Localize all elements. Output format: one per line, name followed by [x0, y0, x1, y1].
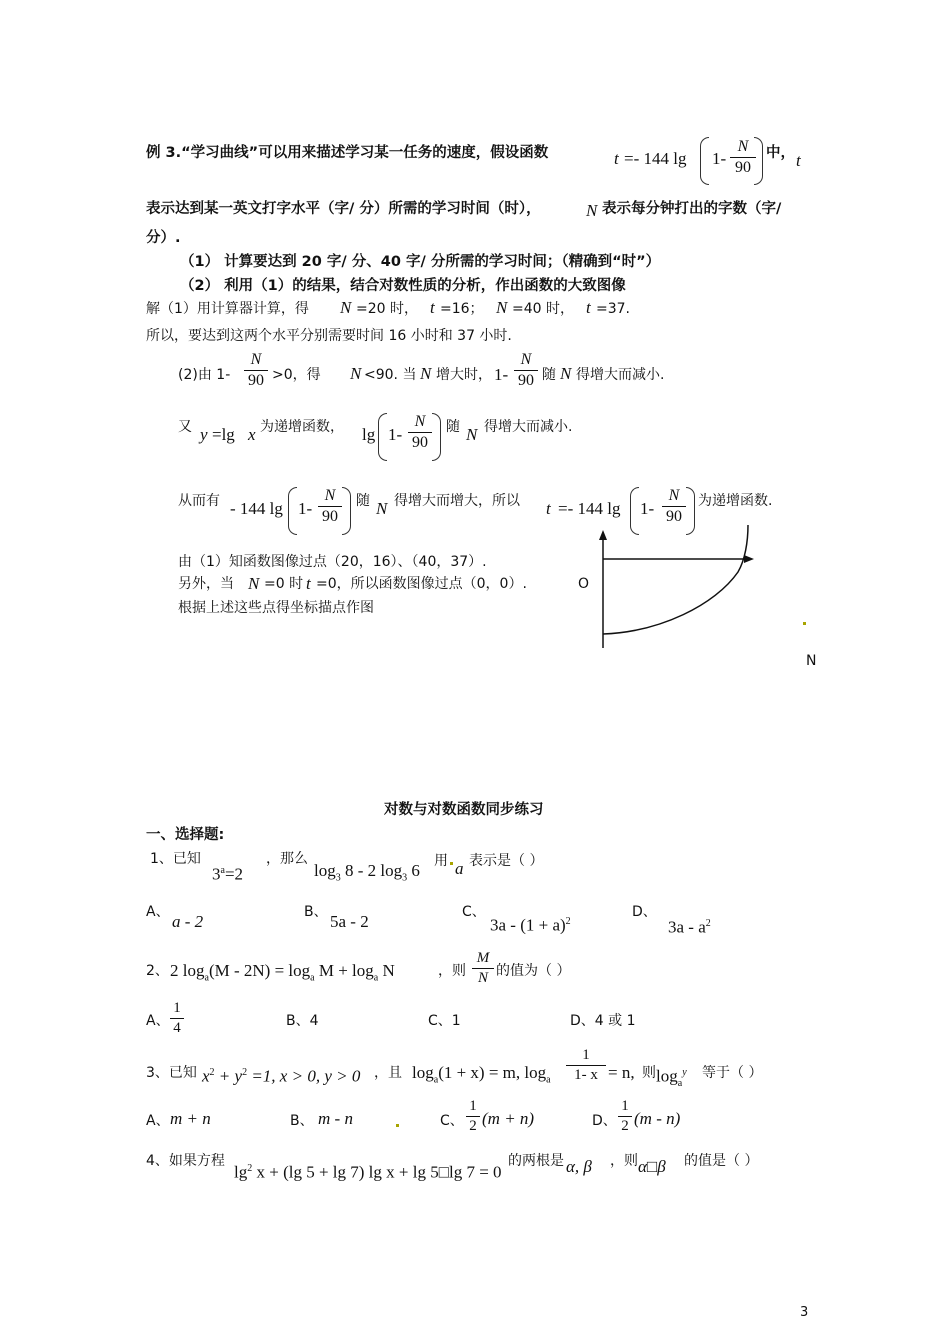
q4-equation: $\lg^2 x + (\lg$ 5 + lg 7) lg x + lg 5□lg 7 = 0	[234, 1162, 502, 1182]
p4-fraction-2: N 90	[662, 487, 686, 526]
q3-expression: $\log_a(1 + x) = m$, $\log_a$	[412, 1063, 551, 1086]
q4-d: 的值是（ ）	[684, 1153, 759, 1169]
p2-N2: N	[420, 364, 432, 383]
q1-option-B: 5a - 2	[330, 912, 369, 931]
p3-fraction: N 90	[408, 413, 432, 452]
marker-dot-2	[450, 862, 453, 865]
p4-N: N	[376, 499, 388, 518]
p2-g: 得增大而减小.	[576, 367, 665, 383]
q1-option-B-label: B、	[304, 904, 328, 920]
q3-eq: = n,	[608, 1063, 635, 1082]
q3-option-D-fraction: 1 2	[618, 1098, 632, 1135]
q1-option-D-label: D、	[632, 904, 657, 920]
t-var: t	[796, 151, 801, 170]
p3-N: N	[466, 425, 478, 444]
x-axis-arrow	[744, 555, 754, 563]
formula-fraction: N 90	[730, 138, 756, 177]
q3-d: 等于（ ）	[702, 1065, 763, 1081]
p4-lg: - 144 lg	[230, 499, 283, 518]
q4-b: 的两根是	[508, 1153, 564, 1169]
q1-option-C-label: C、	[462, 904, 486, 920]
example3-line1: 例 3.“学习曲线”可以用来描述学习某一任务的速度，假设函数	[146, 145, 549, 161]
p2-c: <90. 当	[364, 367, 417, 383]
q3-condition: $x^2 + y^2 =1$, x > 0, y > 0	[202, 1066, 361, 1086]
p4-eq: =- 144 lg	[558, 499, 621, 518]
p7: 根据上述这些点得坐标描点作图	[178, 600, 374, 616]
q1-option-C: $3a - (1 + a)^2$	[490, 915, 571, 935]
p4-c: 得增大而增大，所以	[394, 493, 520, 509]
q1-expression: $\log_3 8 - 2$ $\log_3 6$	[314, 861, 420, 884]
q2-a: 2、	[146, 963, 169, 979]
q3-option-C: (m + n)	[482, 1109, 535, 1128]
q3-option-B: m - n	[318, 1109, 353, 1128]
p2-fraction-2: N 90	[514, 351, 538, 390]
p3-a: 又	[178, 419, 192, 435]
formula-one-minus: 1-	[712, 149, 727, 168]
p4-fraction: N 90	[318, 487, 342, 526]
sol-1-t2: t	[586, 298, 591, 317]
p3-x: x	[248, 425, 256, 444]
N-var: N	[586, 201, 598, 220]
p6-a: 另外，当	[178, 576, 234, 592]
q3-option-C-fraction: 1 2	[466, 1098, 480, 1135]
q1-d: 表示是（ ）	[469, 853, 544, 869]
axis-label-N: N	[806, 653, 817, 669]
function-curve	[603, 525, 748, 634]
p2-f: 随	[542, 367, 556, 383]
q3-option-A-label: A、	[146, 1113, 170, 1129]
p4-t: t	[546, 499, 551, 518]
q1-a-var: a	[455, 859, 464, 878]
sol-1c: =16；	[440, 301, 484, 317]
p3-paren-right	[432, 413, 441, 461]
q1-b: ，那么	[266, 851, 308, 867]
q4-a: 4、如果方程	[146, 1153, 225, 1169]
p2-a: (2)由 1-	[178, 367, 231, 383]
p3-one: 1-	[388, 425, 403, 444]
p2-N3: N	[560, 364, 572, 383]
p3-y: y	[200, 425, 208, 444]
q1-option-D: $3a - a^2$	[668, 917, 711, 937]
sol-1-N: N	[340, 298, 352, 317]
formula-eq: =- 144 lg	[624, 149, 687, 168]
p6-b: =0 时	[264, 576, 304, 592]
q2-c: 的值为（ ）	[496, 963, 571, 979]
p4-one: 1-	[298, 499, 313, 518]
y-axis-arrow	[599, 530, 607, 540]
q1-a: 1、已知	[150, 851, 201, 867]
example3-line3: 分）.	[146, 230, 181, 246]
p4-d: 为递增函数.	[698, 493, 773, 509]
p4-paren-right	[342, 487, 351, 535]
q2-option-A: 1 4	[170, 1000, 184, 1037]
q4-c: ，则	[610, 1153, 638, 1169]
q3-fraction: 1 1- x	[566, 1047, 606, 1084]
origin-label: O	[578, 576, 590, 592]
q2-b: ，则	[438, 963, 466, 979]
q1-option-A: a - 2	[172, 912, 204, 931]
p4-paren-left	[288, 487, 297, 535]
question-1: （1） 计算要达到 20 字/ 分、40 字/ 分所需的学习时间；（精确到“时”）	[180, 254, 661, 270]
p4-one2: 1-	[640, 499, 655, 518]
q3-log: $\log_a^y$	[656, 1066, 687, 1090]
sol-1-N2: N	[496, 298, 508, 317]
paren-left	[700, 137, 709, 185]
marker-dot-3	[396, 1124, 399, 1127]
p3-d: 得增大而减小.	[484, 419, 573, 435]
p5: 由（1）知函数图像过点（20，16）、（40，37）.	[178, 554, 487, 570]
page-number: 3	[800, 1305, 809, 1320]
q3-option-C-label: C、	[440, 1113, 464, 1129]
sol-1d: =40 时，	[512, 301, 574, 317]
q1-option-A-label: A、	[146, 904, 170, 920]
example3-line2a: 表示达到某一英文打字水平（字/ 分）所需的学习时间（时），	[146, 201, 541, 217]
p3-paren-left	[378, 413, 387, 461]
p2-e: 1-	[494, 365, 509, 384]
q2-option-C: C、1	[428, 1013, 461, 1029]
q3-option-D-label: D、	[592, 1113, 617, 1129]
q3-option-A: m + n	[170, 1109, 211, 1128]
q1-condition: $3^a=2$	[212, 864, 244, 884]
p6-t: t	[306, 574, 311, 593]
example3-line2b: 表示每分钟打出的字数（字/	[602, 201, 782, 217]
sol-2: 所以，要达到这两个水平分别需要时间 16 小时和 37 小时.	[146, 328, 512, 344]
sol-1e: =37.	[596, 301, 630, 317]
sol-1b: =20 时，	[356, 301, 418, 317]
question-2: （2） 利用（1）的结果，结合对数性质的分析，作出函数的大致图像	[180, 278, 626, 294]
q3-option-B-label: B、	[290, 1113, 314, 1129]
p6-N: N	[248, 574, 260, 593]
q4-product: α□β	[638, 1157, 666, 1176]
function-graph	[590, 520, 760, 652]
q1-c: 用	[434, 853, 448, 869]
p3-eq: =lg	[212, 425, 235, 444]
p3-b: 为递增函数，	[260, 419, 344, 435]
q3-option-D: (m - n)	[634, 1109, 681, 1128]
p4-b: 随	[356, 493, 370, 509]
q2-fraction: M N	[472, 950, 494, 987]
sol-1a: 解（1）用计算器计算，得	[146, 301, 309, 317]
sol-1-t: t	[430, 298, 435, 317]
marker-dot	[803, 622, 806, 625]
p2-fraction: N 90	[244, 351, 268, 390]
p6-c: =0，所以函数图像过点（0，0）.	[316, 576, 527, 592]
after-formula: 中，	[766, 145, 795, 161]
p2-b: >0，得	[272, 367, 321, 383]
q3-c: 则	[642, 1065, 656, 1081]
q3-a: 3、已知	[146, 1065, 197, 1081]
q2-option-D: D、4 或 1	[570, 1013, 636, 1029]
p3-lg: lg	[362, 425, 376, 444]
q3-b: ，且	[374, 1065, 402, 1081]
p2-N: N	[350, 364, 362, 383]
p4-a: 从而有	[178, 493, 220, 509]
formula-t: t	[614, 149, 619, 168]
q2-option-B: B、4	[286, 1013, 319, 1029]
q4-roots: α, β	[566, 1157, 592, 1176]
p2-d: 增大时，	[436, 367, 492, 383]
section-heading: 一、选择题:	[146, 827, 225, 843]
q2-option-A-label: A、	[146, 1013, 170, 1029]
p3-c: 随	[446, 419, 460, 435]
q2-expression: 2 $\log_a(M - 2N) = \log_a M + \log_a N$	[170, 961, 395, 984]
exercise-title: 对数与对数函数同步练习	[384, 802, 544, 818]
paren-right	[754, 137, 763, 185]
